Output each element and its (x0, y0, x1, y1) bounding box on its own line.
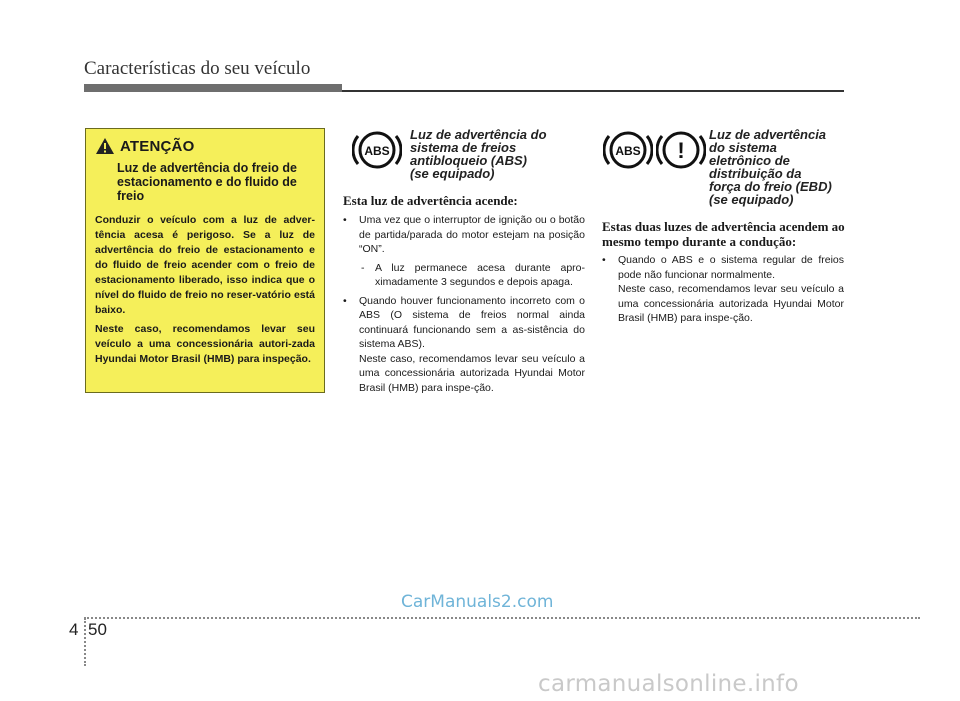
warning-subtitle: Luz de advertência do freio de estacionamento e do fluido de freio (117, 161, 297, 203)
list-item (343, 213, 585, 257)
watermark-bottom: carmanualsonline.info (538, 671, 799, 697)
ebd-bullet-text-1: Quando o ABS e o sistema regular de freios pode não funcionar normalmente. (618, 254, 844, 281)
abs-followup: Neste caso, recomendamos levar seu veículo a uma concessionária autorizada Hyundai Motor Brasil (HMB) para inspe-ção. (359, 352, 585, 394)
abs-bullet-text-1: Uma vez que o interruptor de ignição ou o botão de partida/parada do motor estejam na posição “ON”. (359, 214, 585, 255)
abs-title (410, 128, 590, 180)
warning-triangle-icon (95, 137, 115, 155)
abs-title-line: Luz de advertência do (410, 127, 547, 142)
abs-bullet-text-2: Quando houver funcionamento incorreto com o ABS (O sistema de freios normal ainda continuará funcionando sem a as-sistência do sistema ABS). (359, 294, 585, 350)
abs-title-line: antibloqueio (ABS) (410, 153, 527, 168)
ebd-title (709, 128, 859, 206)
bullet-glyph: • (343, 214, 347, 226)
page-number: 50 (88, 620, 107, 639)
exclamation-icon-text: ! (677, 138, 685, 163)
bullet-glyph: • (602, 254, 606, 266)
footer-dotted-divider (84, 618, 86, 666)
list-subitem (343, 261, 585, 290)
ebd-title-line: eletrônico de (709, 153, 790, 168)
header-rule-thin (342, 90, 844, 92)
warning-box (85, 128, 325, 393)
abs-warning-icon-ebd (603, 129, 653, 171)
ebd-title-line: Luz de advertência (709, 127, 827, 142)
ebd-title-line: do sistema (709, 140, 777, 155)
page-section-number: 4 (69, 620, 79, 639)
list-item (343, 294, 585, 352)
brake-exclamation-icon (656, 129, 706, 171)
ebd-title-line: (se equipado) (709, 192, 794, 207)
dash-glyph: - (361, 261, 365, 274)
warning-header (95, 137, 315, 155)
abs-icon-text: ABS (364, 144, 390, 158)
ebd-title-line: força do freio (EBD) (709, 179, 832, 194)
abs-body (343, 213, 585, 395)
abs-title-line: (se equipado) (410, 166, 495, 181)
list-item (602, 253, 844, 282)
ebd-subheading: Estas duas luzes de advertência acendem ao mesmo tempo durante a condução: (602, 219, 845, 249)
abs-subheading: Esta luz de advertência acende: (343, 193, 518, 208)
warning-paragraph-1: Conduzir o veículo com a luz de adver-tência acesa é perigoso. Se a luz de advertência do freio de estacionamento e do fluido de freio acender com o freio de estacionamento liberado, isso indica que o nível do fluido de freio no reser-vatório está baixo. (95, 214, 315, 316)
warning-title: ATENÇÃO (120, 137, 195, 155)
header-rule-thick (84, 84, 342, 92)
abs-title-line: sistema de freios (410, 140, 517, 155)
watermark-top: CarManuals2.com (401, 592, 554, 612)
bullet-glyph: • (343, 294, 347, 307)
abs-icon-text: ABS (615, 144, 641, 158)
abs-warning-icon (352, 129, 402, 171)
ebd-body (602, 253, 844, 326)
ebd-title-line: distribuição da (709, 166, 802, 181)
warning-paragraph-2: Neste caso, recomendamos levar seu veículo a uma concessionária autori-zada Hyundai Motor Brasil (HMB) para inspeção. (95, 323, 315, 365)
ebd-followup: Neste caso, recomendamos levar seu veículo a uma concessionária autorizada Hyundai Motor Brasil (HMB) para inspe-ção. (618, 283, 844, 324)
footer-dotted-rule (84, 617, 920, 619)
page-header-title: Características do seu veículo (84, 58, 311, 79)
abs-dash-text: A luz permanece acesa durante apro-ximadamente 3 segundos e depois apaga. (375, 261, 585, 288)
